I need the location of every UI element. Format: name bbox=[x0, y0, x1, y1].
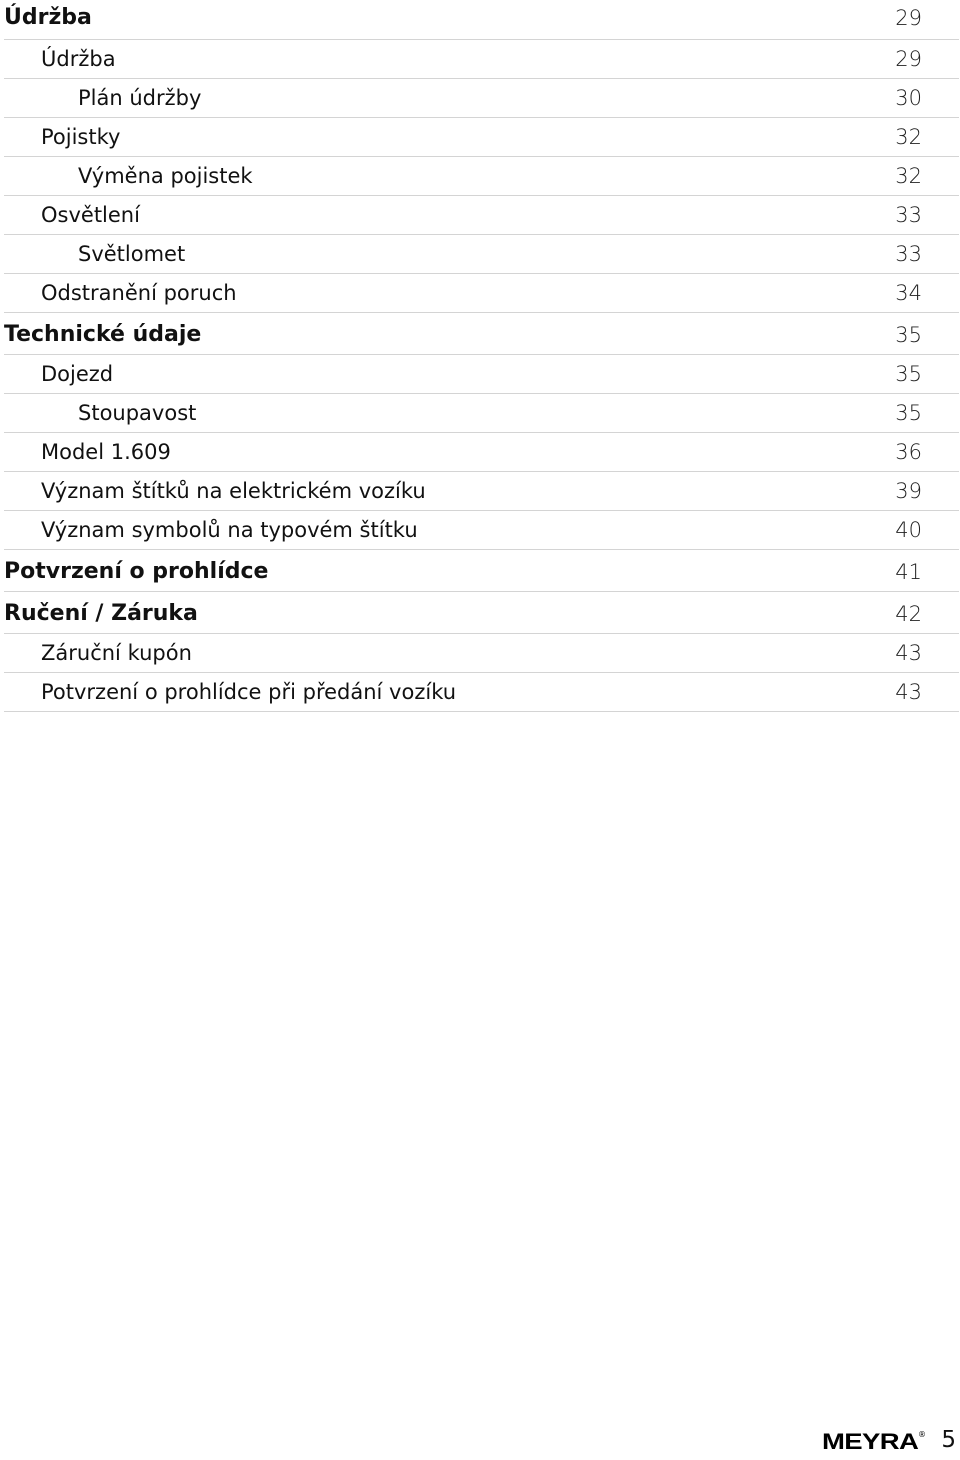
toc-entry[interactable] bbox=[4, 157, 959, 196]
toc-entry[interactable] bbox=[4, 355, 959, 394]
toc-entry[interactable] bbox=[4, 274, 959, 313]
toc-entry-page: 32 bbox=[895, 125, 922, 149]
toc-entry-title: Pojistky bbox=[41, 125, 121, 149]
toc-entry-title: Význam štítků na elektrickém vozíku bbox=[41, 479, 426, 503]
toc-entry[interactable] bbox=[4, 118, 959, 157]
toc-entry[interactable] bbox=[4, 79, 959, 118]
page-footer bbox=[806, 1420, 956, 1460]
toc-entry-title: Stoupavost bbox=[78, 401, 197, 425]
toc-entry[interactable] bbox=[4, 511, 959, 550]
toc-entry-page: 29 bbox=[895, 47, 922, 71]
toc-entry-page: 40 bbox=[895, 518, 922, 542]
toc-entry[interactable] bbox=[4, 592, 959, 634]
toc-entry-title: Světlomet bbox=[78, 242, 186, 266]
toc-entry-page: 42 bbox=[895, 602, 922, 626]
toc-entry[interactable] bbox=[4, 196, 959, 235]
toc-entry-title: Ručení / Záruka bbox=[4, 601, 198, 626]
toc-entry[interactable] bbox=[4, 433, 959, 472]
toc-entry[interactable] bbox=[4, 673, 959, 712]
page-number: 5 bbox=[941, 1427, 956, 1453]
toc-entry-title: Význam symbolů na typovém štítku bbox=[41, 518, 418, 542]
toc-entry-page: 43 bbox=[895, 680, 922, 704]
toc-entry-page: 29 bbox=[895, 6, 922, 30]
toc-entry-title: Osvětlení bbox=[41, 203, 140, 227]
toc-entry[interactable] bbox=[4, 394, 959, 433]
meyra-logo: MEYRA bbox=[822, 1429, 919, 1454]
toc-entry-title: Dojezd bbox=[41, 362, 114, 386]
toc-entry-page: 33 bbox=[895, 203, 922, 227]
toc-entry-page: 35 bbox=[895, 323, 922, 347]
toc-entry-page: 33 bbox=[895, 242, 922, 266]
toc-entry-page: 39 bbox=[895, 479, 922, 503]
toc-entry-title: Údržba bbox=[41, 47, 116, 71]
toc-entry[interactable] bbox=[4, 550, 959, 592]
toc-entry-title: Záruční kupón bbox=[41, 641, 192, 665]
toc-entry[interactable] bbox=[4, 634, 959, 673]
toc-entry-page: 43 bbox=[895, 641, 922, 665]
toc-entry-page: 35 bbox=[895, 362, 922, 386]
registered-mark: ® bbox=[918, 1430, 926, 1439]
toc-entry-title: Výměna pojistek bbox=[78, 164, 253, 188]
toc-entry-page: 30 bbox=[895, 86, 922, 110]
toc-entry[interactable] bbox=[4, 40, 959, 79]
toc-entry-page: 34 bbox=[895, 281, 922, 305]
table-of-contents bbox=[4, 0, 959, 712]
toc-entry-page: 41 bbox=[895, 560, 922, 584]
toc-entry[interactable] bbox=[4, 0, 959, 40]
toc-entry-page: 32 bbox=[895, 164, 922, 188]
toc-entry-title: Plán údržby bbox=[78, 86, 202, 110]
toc-entry-page: 35 bbox=[895, 401, 922, 425]
toc-entry[interactable] bbox=[4, 313, 959, 355]
toc-entry-title: Model 1.609 bbox=[41, 440, 171, 464]
toc-entry-title: Odstranění poruch bbox=[41, 281, 237, 305]
toc-entry-title: Potvrzení o prohlídce při předání vozíku bbox=[41, 680, 457, 704]
toc-entry-page: 36 bbox=[895, 440, 922, 464]
toc-entry-title: Technické údaje bbox=[4, 322, 202, 347]
toc-entry[interactable] bbox=[4, 235, 959, 274]
toc-entry-title: Údržba bbox=[4, 5, 92, 30]
toc-entry[interactable] bbox=[4, 472, 959, 511]
toc-entry-title: Potvrzení o prohlídce bbox=[4, 559, 269, 584]
